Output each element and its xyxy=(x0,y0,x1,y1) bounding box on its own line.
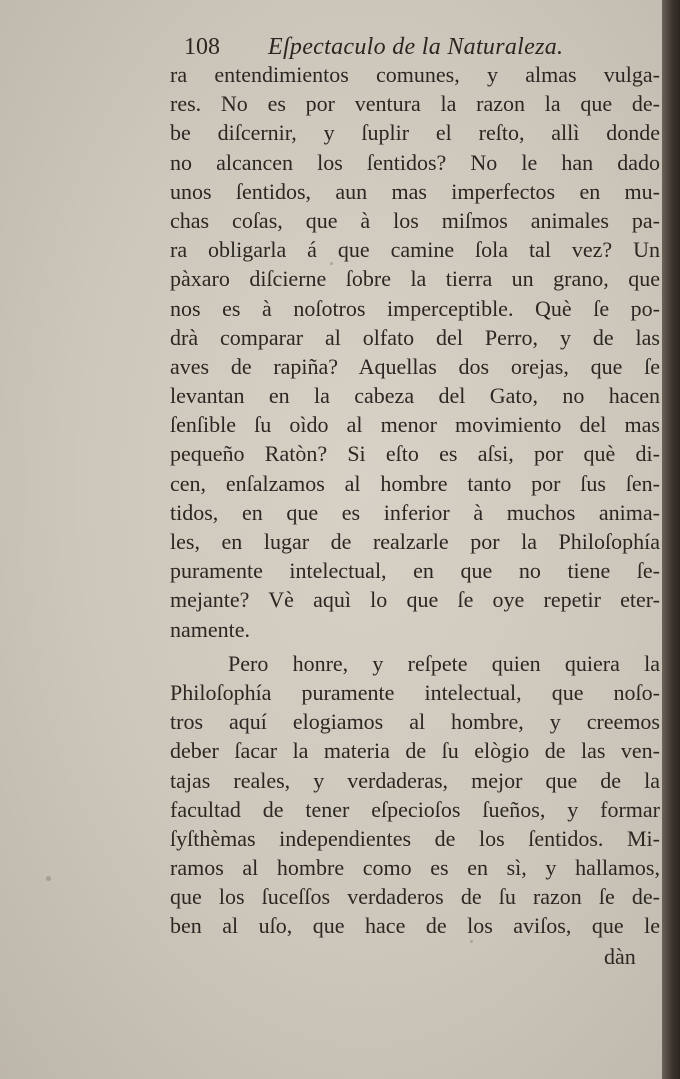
text-line: res. No es por ventura la razon la que de- xyxy=(170,91,660,117)
text-line: ra entendimientos comunes, y almas vulga- xyxy=(170,62,660,87)
text-line: drà comparar al olfato del Perro, y de las xyxy=(170,324,660,350)
catchword: dàn xyxy=(604,944,636,969)
text-line: deber ſacar la materia de ſu elògio de las ven- xyxy=(170,738,660,764)
paragraph xyxy=(170,649,660,941)
text-line: aves de rapiña? Aquellas dos orejas, que ſe xyxy=(170,353,660,379)
text-line: namente. xyxy=(170,616,251,642)
body-text xyxy=(170,60,660,941)
text-line: tajas reales, y verdaderas, mejor que de la xyxy=(170,767,660,793)
text-line: no alcancen los ſentidos? No le han dado xyxy=(170,149,660,175)
text-line: Pero honre, y reſpete quien quiera la xyxy=(228,650,660,676)
text-line: chas coſas, que à los miſmos animales pa- xyxy=(170,207,660,233)
running-header xyxy=(184,30,604,64)
text-line: nos es à noſotros imperceptible. Què ſe po- xyxy=(170,295,660,321)
running-title: Eſpectaculo de la Naturaleza. xyxy=(268,34,564,60)
text-line: les, en lugar de realzarle por la Philoſophía xyxy=(170,529,660,554)
text-line: ben al uſo, que hace de los aviſos, que le xyxy=(170,913,660,939)
text-line: tros aquí elogiamos al hombre, y creemos xyxy=(170,709,660,735)
text-line: be diſcernir, y ſuplir el reſto, allì donde xyxy=(170,120,660,146)
text-line: que los ſuceſſos verdaderos de ſu razon ſe de- xyxy=(170,884,660,910)
text-line: tidos, en que es inferior à muchos anima- xyxy=(170,499,660,525)
text-line: facultad de tener eſpecioſos ſueños, y formar xyxy=(170,796,660,822)
paper-stain xyxy=(46,876,51,881)
page-number: 108 xyxy=(184,34,220,60)
text-line: unos ſentidos, aun mas imperfectos en mu- xyxy=(170,178,660,204)
text-line: pequeño Ratòn? Si eſto es aſsi, por què di- xyxy=(170,441,660,467)
text-line: Philoſophía puramente intelectual, que noſo- xyxy=(170,679,660,705)
paragraph xyxy=(170,60,660,644)
page-edge-shadow xyxy=(662,0,680,1079)
text-line: puramente intelectual, en que no tiene ſe- xyxy=(170,558,660,584)
text-line: levantan en la cabeza del Gato, no hacen xyxy=(170,383,660,409)
text-line: ra obligarla á que camine ſola tal vez? Un xyxy=(170,237,660,263)
text-line: pàxaro diſcierne ſobre la tierra un grano, que xyxy=(170,266,660,292)
text-line: ſenſible ſu oìdo al menor movimiento del mas xyxy=(170,412,660,438)
text-line: mejante? Vè aquì lo que ſe oye repetir eter- xyxy=(170,587,660,613)
text-line: cen, enſalzamos al hombre tanto por ſus ſen- xyxy=(170,470,660,496)
text-line: ramos al hombre como es en sì, y hallamos, xyxy=(170,855,660,881)
text-line: ſyſthèmas independientes de los ſentidos. Mi- xyxy=(170,825,660,851)
